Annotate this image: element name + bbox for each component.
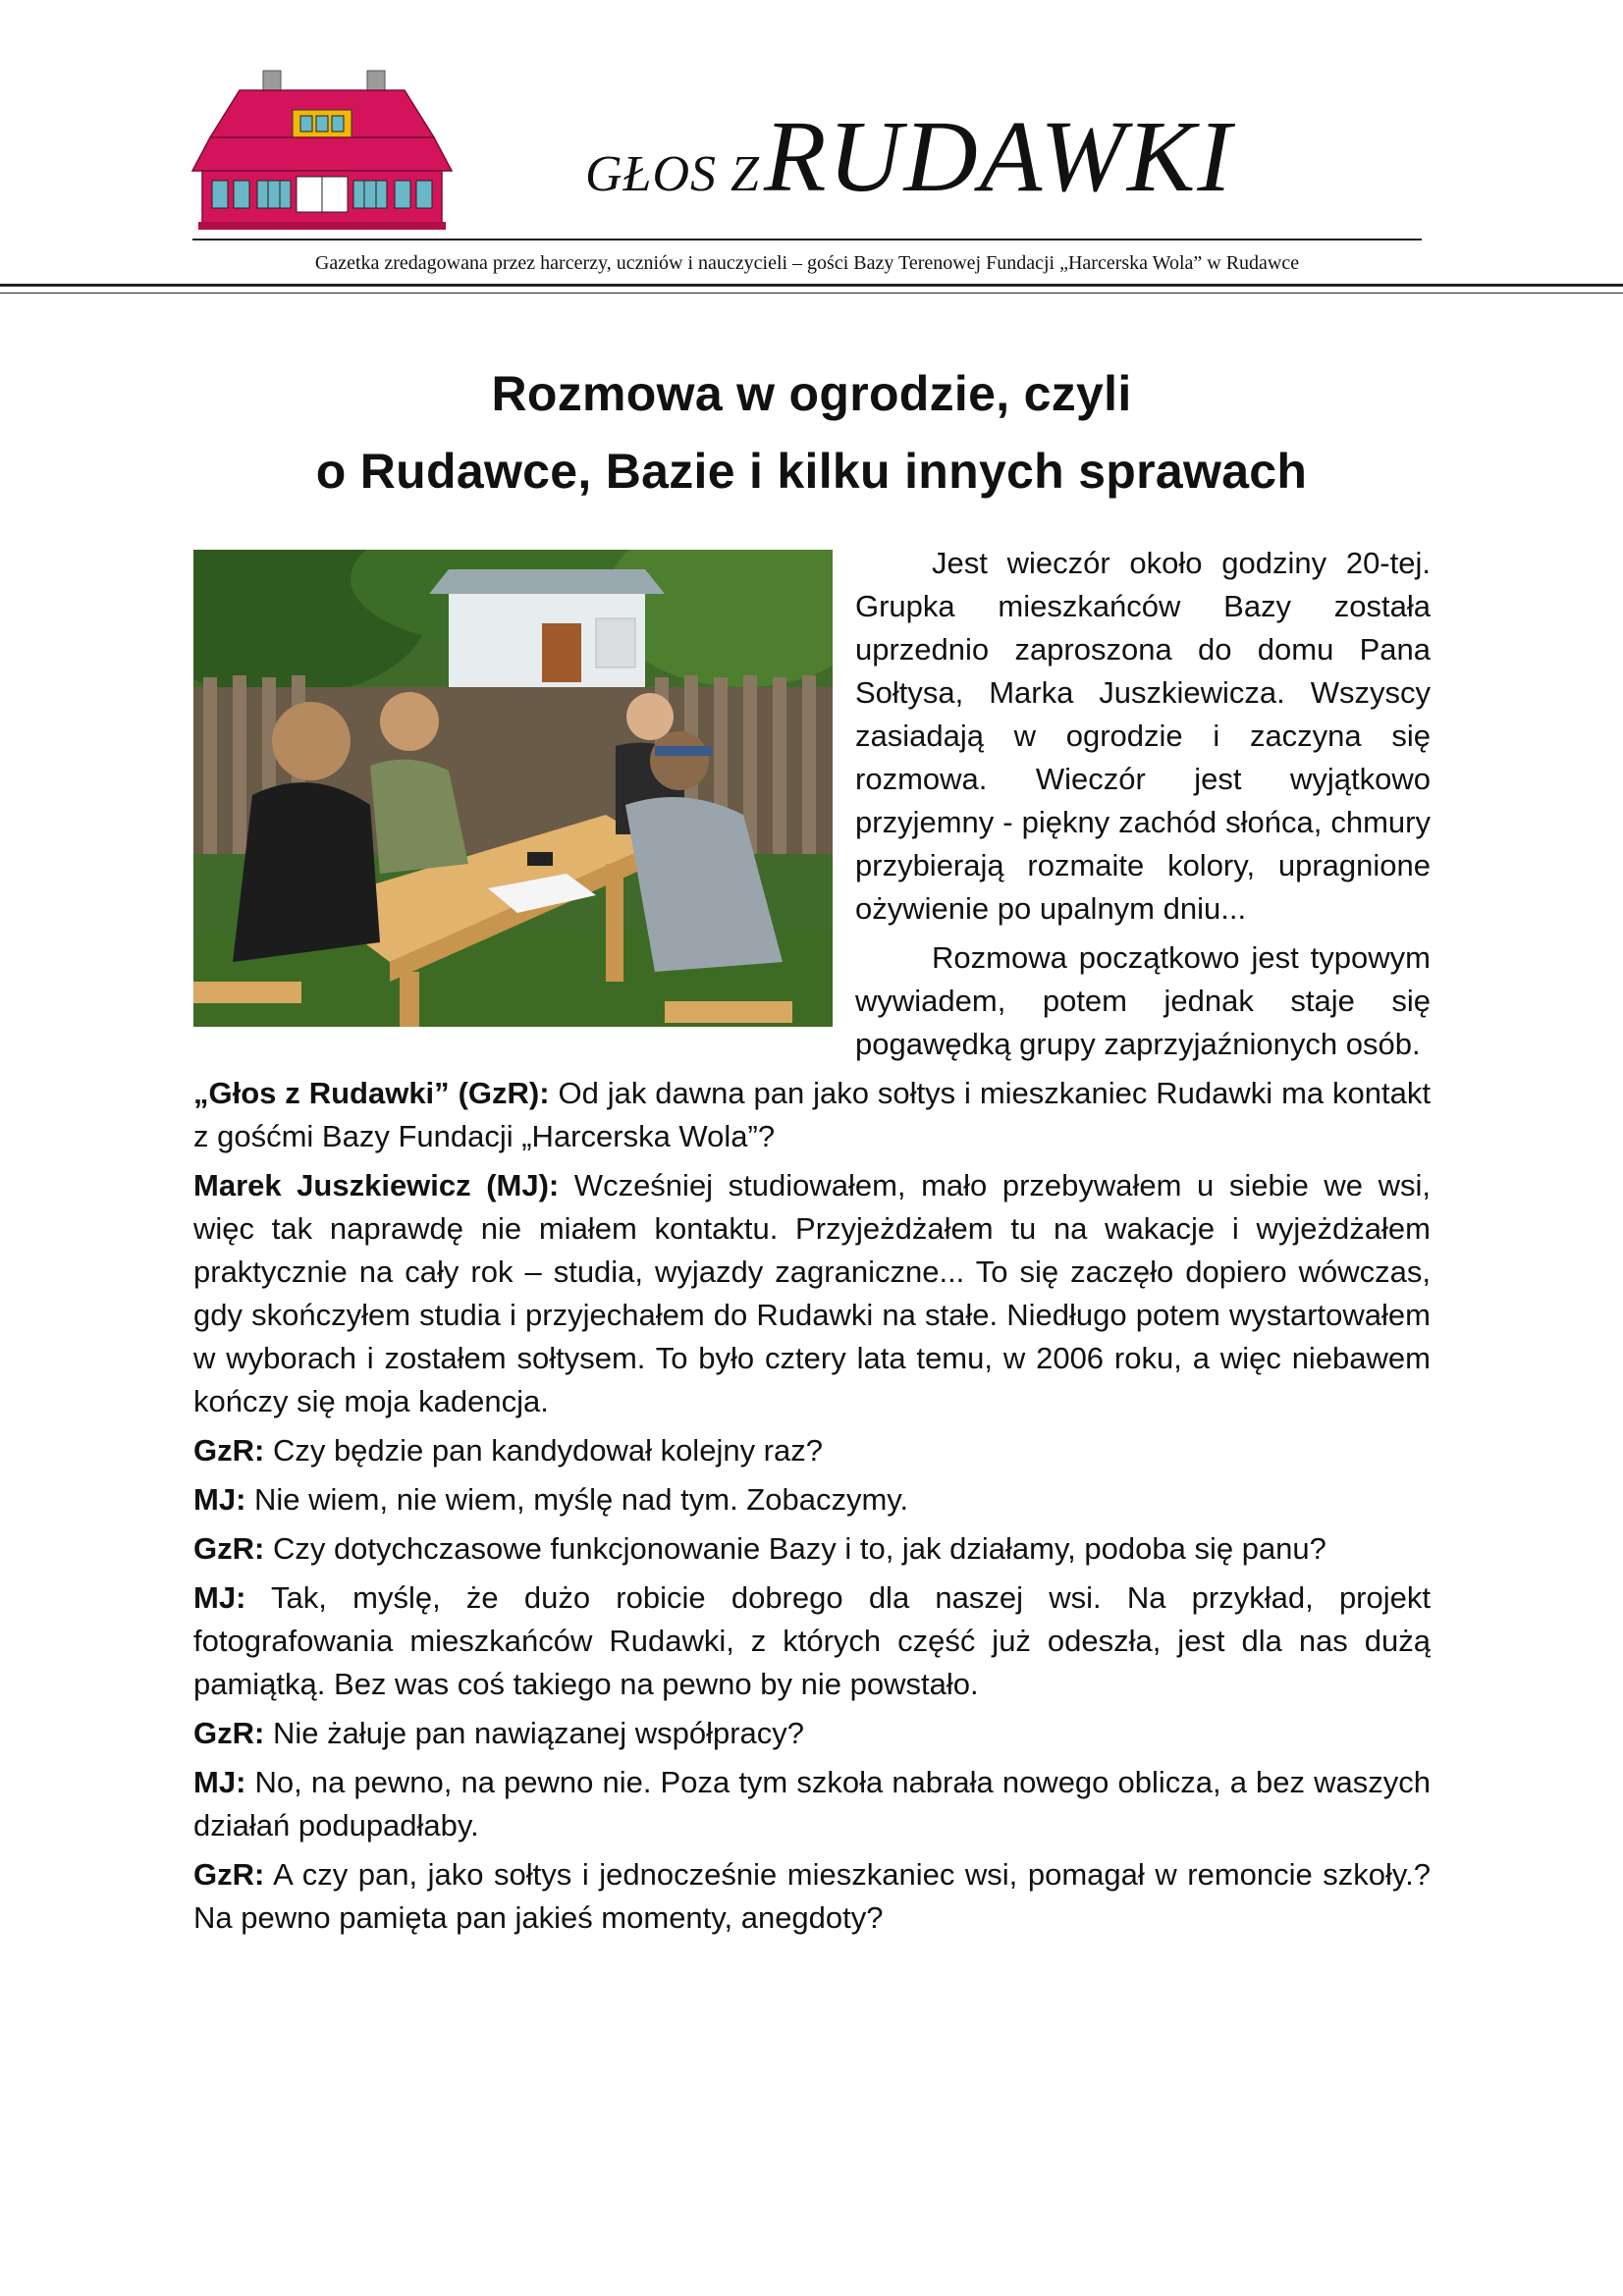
qa-speaker: GzR: bbox=[193, 1531, 265, 1566]
qa-text: Od jak dawna pan jako sołtys i mieszkaniec Rudawki ma kontakt z gośćmi Bazy Fundacji „Harcerska Wola”? bbox=[193, 1076, 1432, 1153]
qa-text: Czy dotychczasowe funkcjonowanie Bazy i to, jak działamy, podoba się panu? bbox=[264, 1531, 1326, 1566]
qa-speaker: MJ: bbox=[193, 1580, 246, 1615]
header-divider-thick bbox=[0, 284, 1623, 287]
qa-speaker: GzR: bbox=[193, 1716, 265, 1750]
qa-text: Wcześniej studiowałem, mało przebywałem u siebie we wsi, więc tak naprawdę nie miałem kontaktu. Przyjeżdżałem tu na wakacje i wyjeżdżałem praktycznie na cały rok – studia, wyjazdy zagraniczne... To się zaczęło dopiero wówczas, gdy skończyłem studia i przyjechałem do Rudawki na stałe. Niedługo potem wystartowałem w wyborach i zostałem sołtysem. To było cztery lata temu, w 2006 roku, a więc niebawem kończy się moja kadencja. bbox=[193, 1168, 1431, 1418]
masthead-subtitle: Gazetka zredagowana przez harcerzy, uczniów i nauczycieli – gości Bazy Terenowej Fundacji „Harcerska Wola” w Rudawce bbox=[314, 252, 1300, 274]
article-title-line-1: Rozmowa w ogrodzie, czyli bbox=[491, 366, 1132, 421]
qa-paragraph bbox=[193, 1072, 1431, 1158]
qa-speaker: „Głos z Rudawki” (GzR): bbox=[193, 1076, 550, 1110]
masthead-title-big: RUDAWKI bbox=[763, 100, 1233, 213]
qa-paragraph bbox=[193, 1712, 1431, 1755]
intro-paragraph-1: Jest wieczór około godziny 20-tej. Grupka mieszkańców Bazy została uprzednio zaproszona do domu Pana Sołtysa, Marka Juszkiewicza. Wszyscy zasiadają w ogrodzie i zaczyna się rozmowa. Wieczór jest wyjątkowo przyjemny - piękny zachód słońca, chmury przybierają rozmaite kolory, upragnione ożywienie po upalnym dniu... bbox=[855, 546, 1431, 926]
qa-paragraph bbox=[193, 1527, 1431, 1571]
article-body bbox=[193, 542, 1431, 1946]
qa-speaker: MJ: bbox=[193, 1482, 246, 1517]
header-divider-thin bbox=[0, 293, 1623, 294]
qa-text: Tak, myślę, że dużo robicie dobrego dla naszej wsi. Na przykład, projekt fotografowania mieszkańców Rudawki, z których część już odeszła, jest dla nas dużą pamiątką. Bez was coś takiego na pewno by nie powstało. bbox=[193, 1580, 1431, 1701]
qa-speaker: GzR: bbox=[193, 1433, 265, 1468]
qa-text: A czy pan, jako sołtys i jednocześnie mieszkaniec wsi, pomagał w remoncie szkoły.? Na pewno pamięta pan jakieś momenty, anegdoty? bbox=[193, 1857, 1431, 1935]
house-logo bbox=[189, 69, 456, 232]
qa-paragraph bbox=[193, 1576, 1431, 1706]
qa-paragraph bbox=[193, 1164, 1431, 1423]
qa-text: Nie żałuje pan nawiązanej współpracy? bbox=[264, 1716, 805, 1750]
qa-paragraph bbox=[193, 1429, 1431, 1472]
qa-paragraph bbox=[193, 1761, 1431, 1847]
qa-speaker: Marek Juszkiewicz (MJ): bbox=[193, 1168, 560, 1202]
photo-space bbox=[193, 542, 855, 1027]
qa-speaker: GzR: bbox=[193, 1857, 265, 1892]
qa-text: No, na pewno, na pewno nie. Poza tym szkoła nabrała nowego oblicza, a bez waszych działań podupadłaby. bbox=[193, 1765, 1431, 1842]
qa-speaker: MJ: bbox=[193, 1765, 246, 1799]
qa-paragraph bbox=[193, 1478, 1431, 1522]
article-title-line-2: o Rudawce, Bazie i kilku innych sprawach bbox=[315, 444, 1308, 499]
qa-text: Nie wiem, nie wiem, myślę nad tym. Zobaczymy. bbox=[245, 1482, 909, 1517]
intro-paragraph-2: Rozmowa początkowo jest typowym wywiadem, potem jednak staje się pogawędką grupy zaprzyjaźnionych osób. bbox=[855, 940, 1431, 1061]
article-title bbox=[118, 355, 1505, 510]
masthead-title bbox=[585, 98, 1233, 215]
qa-text: Czy będzie pan kandydował kolejny raz? bbox=[264, 1433, 823, 1468]
qa-paragraph bbox=[193, 1853, 1431, 1940]
masthead-rule bbox=[192, 239, 1422, 240]
masthead-title-small: GŁOS Z bbox=[585, 146, 760, 202]
